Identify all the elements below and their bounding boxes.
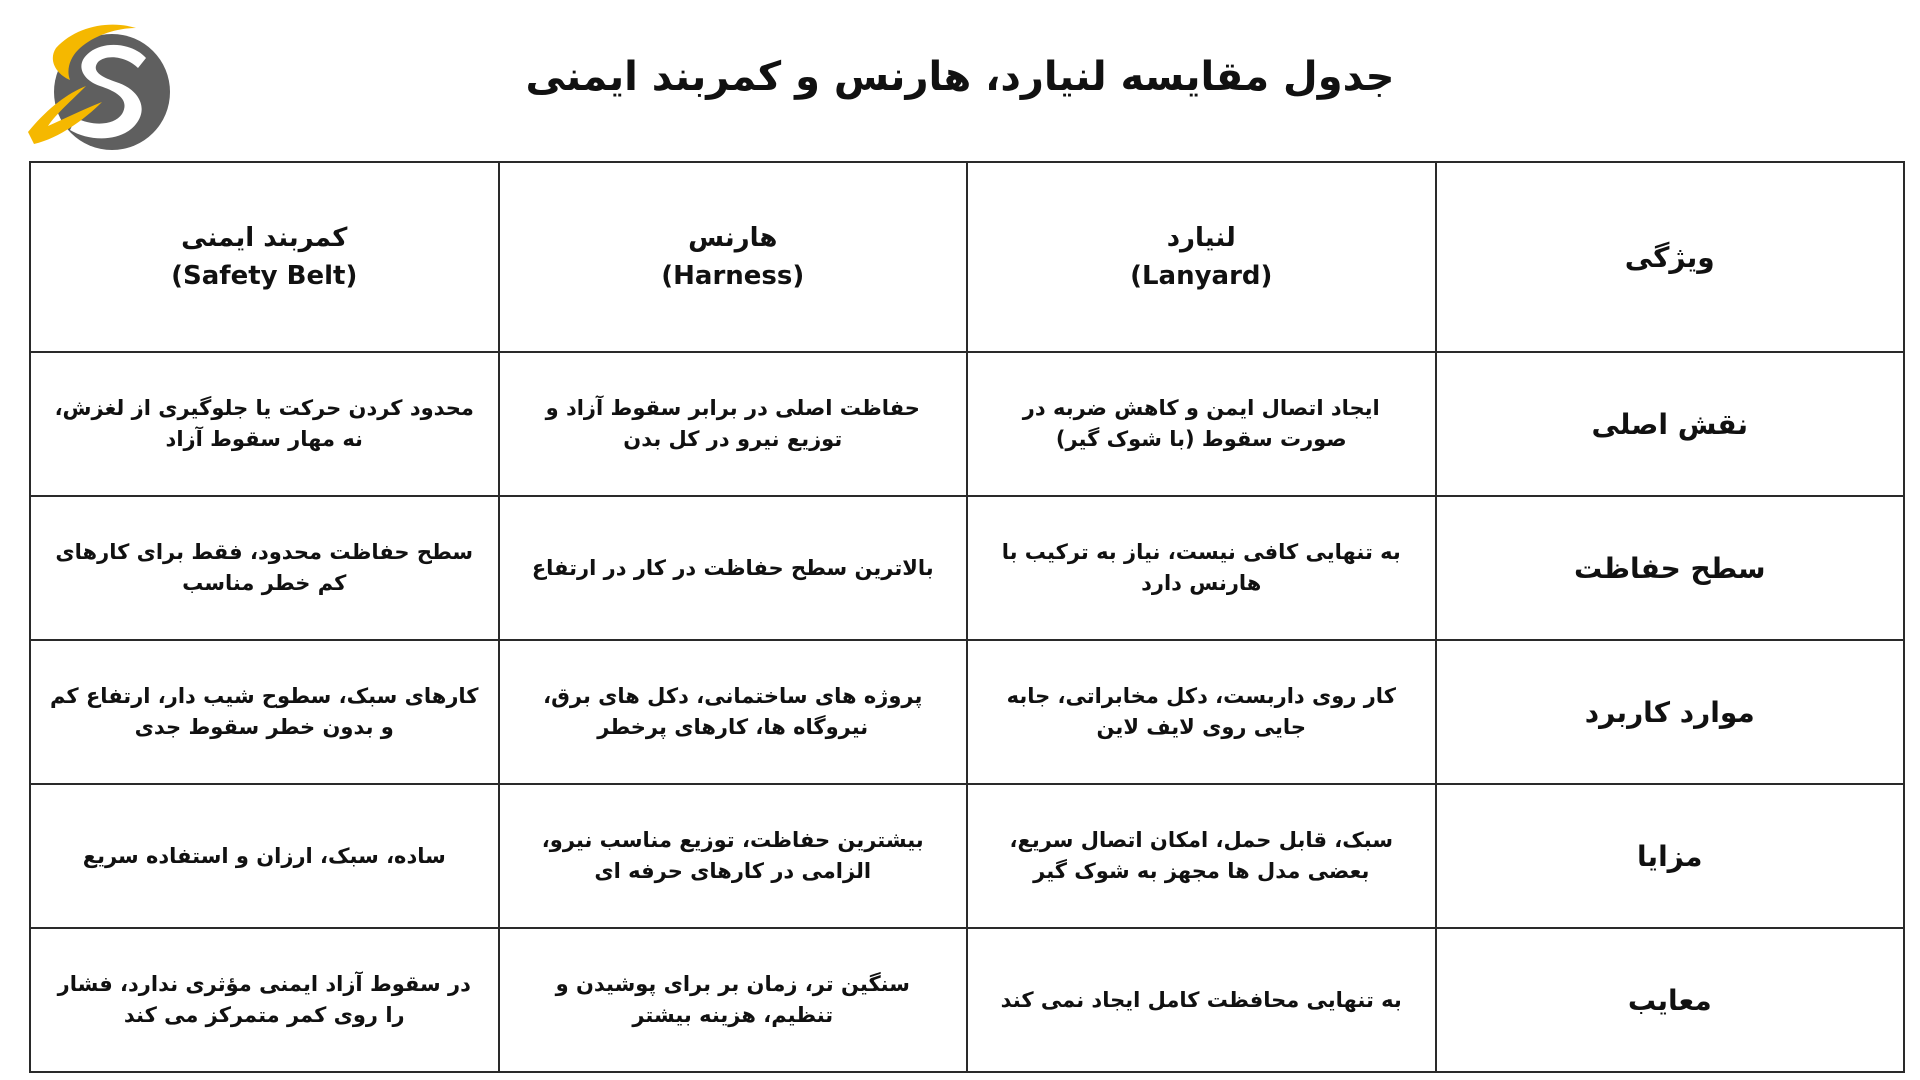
table-cell: بالاترین سطح حفاظت در کار در ارتفاع <box>499 496 968 640</box>
column-header-fa: لنیارد <box>1166 223 1236 253</box>
column-header-lanyard <box>967 162 1436 352</box>
page-title: جدول مقایسه لنیارد، هارنس و کمربند ایمنی <box>525 54 1395 100</box>
table-header-row <box>30 162 1904 352</box>
comparison-table <box>29 161 1905 1073</box>
column-header-safety-belt <box>30 162 499 352</box>
table-cell: کار روی داربست، دکل مخابراتی، جابه جایی روی لایف لاین <box>967 640 1436 784</box>
row-feature-label: سطح حفاظت <box>1436 496 1905 640</box>
table-cell: پروژه های ساختمانی، دکل های برق، نیروگاه ها، کارهای پرخطر <box>499 640 968 784</box>
table-cell: ایجاد اتصال ایمن و کاهش ضربه در صورت سقوط (با شوک گیر) <box>967 352 1436 496</box>
table-cell: محدود کردن حرکت یا جلوگیری از لغزش، نه مهار سقوط آزاد <box>30 352 499 496</box>
table-cell: در سقوط آزاد ایمنی مؤثری ندارد، فشار را روی کمر متمرکز می کند <box>30 928 499 1072</box>
row-feature-label: مزایا <box>1436 784 1905 928</box>
row-feature-label: معایب <box>1436 928 1905 1072</box>
table-cell: به تنهایی محافظت کامل ایجاد نمی کند <box>967 928 1436 1072</box>
table-cell: حفاظت اصلی در برابر سقوط آزاد و توزیع نیرو در کل بدن <box>499 352 968 496</box>
table-row-use-cases <box>30 640 1904 784</box>
row-feature-label: نقش اصلی <box>1436 352 1905 496</box>
table-cell: سبک، قابل حمل، امکان اتصال سریع، بعضی مدل ها مجهز به شوک گیر <box>967 784 1436 928</box>
column-header-en: (Lanyard) <box>1130 261 1273 291</box>
table-cell: به تنهایی کافی نیست، نیاز به ترکیب با هارنس دارد <box>967 496 1436 640</box>
table-cell: سطح حفاظت محدود، فقط برای کارهای کم خطر مناسب <box>30 496 499 640</box>
table-cell: سنگین تر، زمان بر برای پوشیدن و تنظیم، هزینه بیشتر <box>499 928 968 1072</box>
table-cell: بیشترین حفاظت، توزیع مناسب نیرو، الزامی در کارهای حرفه ای <box>499 784 968 928</box>
table-row-advantages <box>30 784 1904 928</box>
column-header-fa: هارنس <box>688 223 778 253</box>
table-row-main-role <box>30 352 1904 496</box>
table-cell: کارهای سبک، سطوح شیب دار، ارتفاع کم و بدون خطر سقوط جدی <box>30 640 499 784</box>
column-header-fa: کمربند ایمنی <box>181 223 348 253</box>
row-feature-label: موارد کاربرد <box>1436 640 1905 784</box>
column-header-en: (Harness) <box>661 261 805 291</box>
column-header-en: (Safety Belt) <box>171 261 358 291</box>
table-row-disadvantages <box>30 928 1904 1072</box>
feature-column-header: ویژگی <box>1436 162 1905 352</box>
column-header-harness <box>499 162 968 352</box>
table-cell: ساده، سبک، ارزان و استفاده سریع <box>30 784 499 928</box>
table-row-protection-level <box>30 496 1904 640</box>
